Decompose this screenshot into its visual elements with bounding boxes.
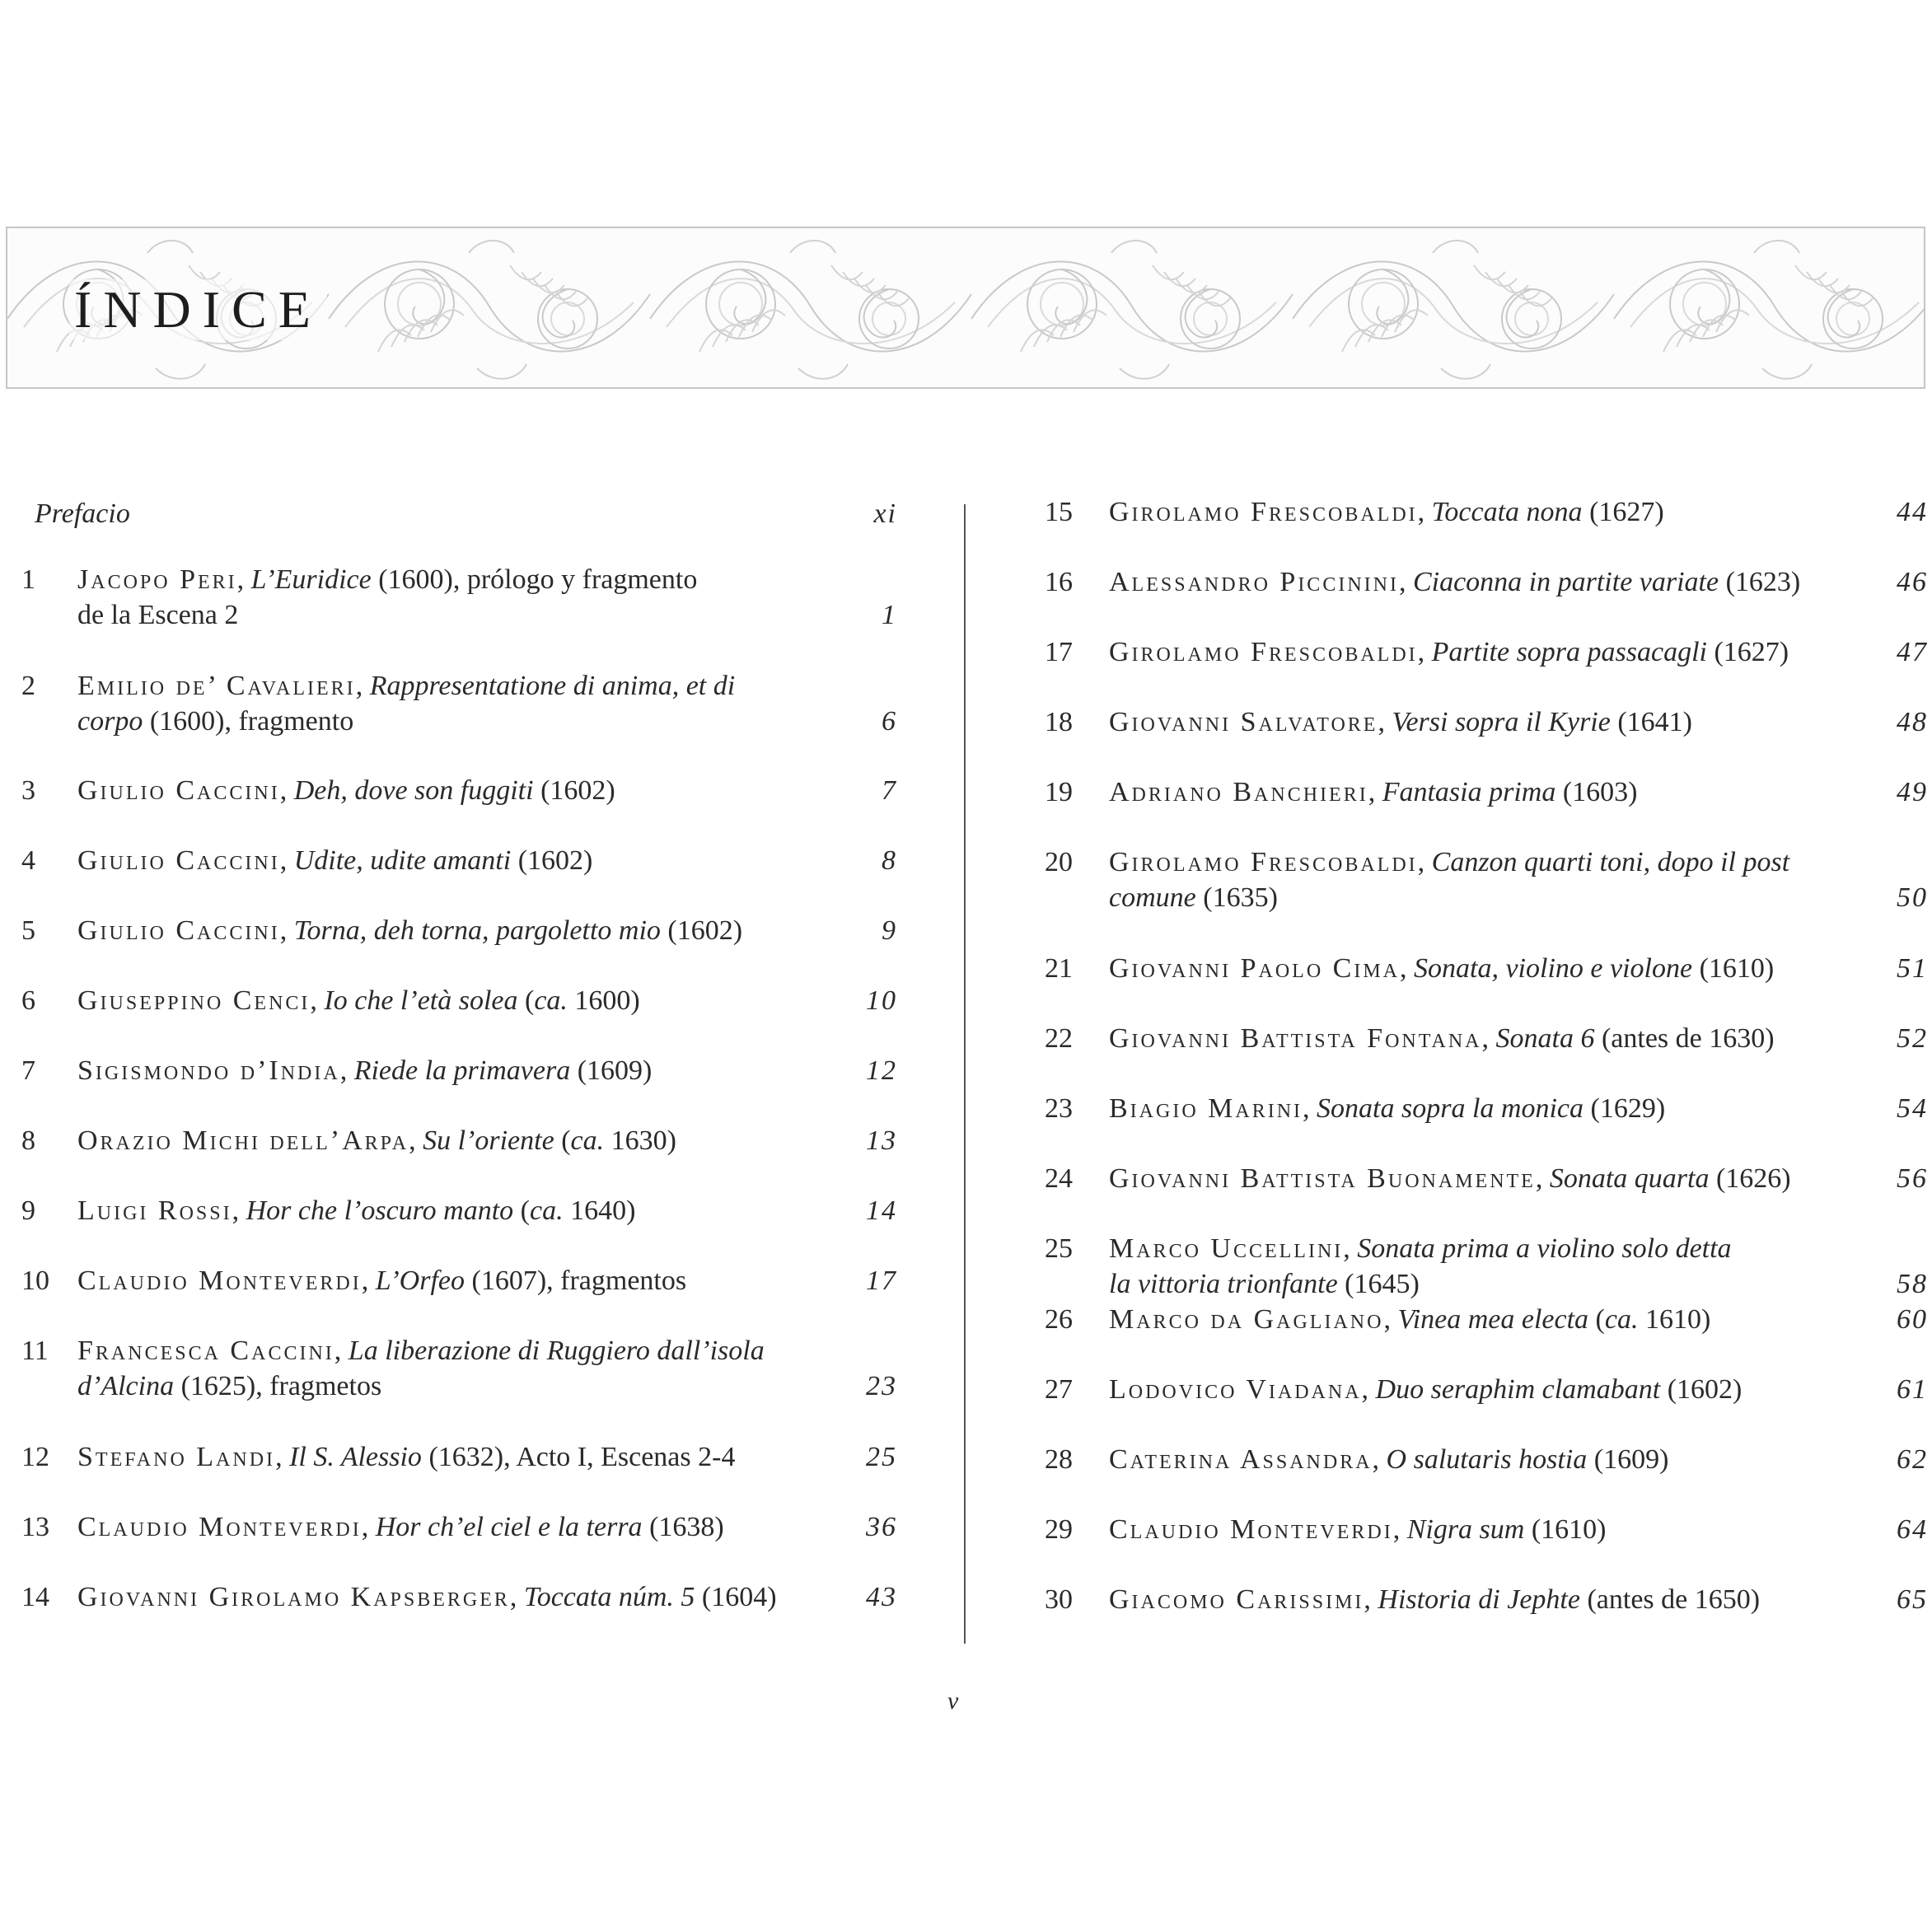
work-detail: (1609) xyxy=(570,1055,653,1086)
toc-entry[interactable] xyxy=(1045,1442,1928,1477)
entry-page: 9 xyxy=(882,915,897,946)
work-detail: (1638) xyxy=(642,1512,724,1542)
entry-number: 26 xyxy=(1045,1304,1073,1335)
entry-title-line: Giovanni Paolo Cima, Sonata, violino e violone (1610) xyxy=(1109,953,1775,984)
work-title: Toccata nona xyxy=(1431,497,1583,527)
work-title: Hor che l’oscuro manto xyxy=(246,1195,514,1226)
entry-number: 14 xyxy=(21,1582,49,1612)
work-title: Su l’oriente xyxy=(423,1125,554,1156)
composer-name: Claudio Monteverdi xyxy=(1109,1514,1393,1545)
entry-number: 2 xyxy=(21,671,35,701)
entry-number: 27 xyxy=(1045,1374,1073,1405)
toc-entry[interactable] xyxy=(21,1509,897,1545)
work-title: La liberazione di Ruggiero dall’isola xyxy=(348,1336,765,1366)
toc-entry[interactable] xyxy=(1045,1582,1928,1617)
entry-title-line xyxy=(1109,1266,1870,1302)
work-detail: (1635) xyxy=(1195,882,1278,913)
entry-page: 13 xyxy=(866,1125,897,1156)
entry-number: 16 xyxy=(1045,567,1073,597)
composer-name: Lodovico Viadana xyxy=(1109,1374,1362,1405)
work-title: Versi sopra il Kyrie xyxy=(1392,707,1611,737)
entry-title-line: Jacopo Peri, L’Euridice (1600), prólogo y fragmento xyxy=(77,564,698,595)
page-number: v xyxy=(947,1687,959,1714)
entry-page: 50 xyxy=(1897,882,1928,913)
toc-entry[interactable] xyxy=(1045,951,1928,986)
entry-number: 20 xyxy=(1045,847,1073,877)
entry-title-line: Biagio Marini, Sonata sopra la monica (1629) xyxy=(1109,1093,1666,1124)
entry-page: 43 xyxy=(866,1582,897,1612)
entry-number: 15 xyxy=(1045,497,1073,527)
entry-page: 23 xyxy=(866,1371,897,1401)
entry-page: 17 xyxy=(866,1265,897,1296)
entry-page: 54 xyxy=(1897,1093,1928,1124)
work-title: Canzon quarti toni, dopo il post xyxy=(1431,847,1790,877)
toc-entry[interactable] xyxy=(1045,1231,1928,1302)
entry-number: 11 xyxy=(21,1336,49,1366)
work-title: L’Euridice xyxy=(250,564,372,595)
entry-page: 14 xyxy=(866,1195,897,1226)
toc-entry[interactable] xyxy=(1045,1372,1928,1407)
entry-title-line: Sigismondo d’India, Riede la primavera (1609) xyxy=(77,1055,653,1086)
composer-name: Giulio Caccini xyxy=(77,845,280,876)
work-title: Io che l’età solea xyxy=(324,985,518,1016)
entry-title-line: Alessandro Piccinini, Ciaconna in partite variate (1623) xyxy=(1109,567,1801,597)
toc-entry[interactable] xyxy=(21,843,897,878)
work-title: Sonata, violino e violone xyxy=(1414,953,1693,984)
work-title: Ciaconna in partite variate xyxy=(1412,567,1719,597)
work-title: Hor ch’el ciel e la terra xyxy=(375,1512,643,1542)
work-detail: (1604) xyxy=(695,1582,777,1612)
toc-entry[interactable] xyxy=(21,1579,897,1615)
work-detail: (1603) xyxy=(1555,777,1638,807)
entry-number: 3 xyxy=(21,775,35,806)
work-detail: 1610) xyxy=(1638,1304,1711,1335)
work-detail: (1632), Acto I, Escenas 2-4 xyxy=(421,1442,736,1472)
composer-name: Giovanni Girolamo Kapsberger xyxy=(77,1582,510,1612)
entry-page: 7 xyxy=(882,775,897,806)
entry-page: 8 xyxy=(882,845,897,876)
work-title: Torna, deh torna, pargoletto mio xyxy=(293,915,661,946)
work-title: Historia di Jephte xyxy=(1378,1584,1580,1615)
work-title: Il S. Alessio xyxy=(289,1442,422,1472)
entry-number: 28 xyxy=(1045,1444,1073,1475)
entry-title-line: Adriano Banchieri, Fantasia prima (1603) xyxy=(1109,777,1638,807)
entry-page: 44 xyxy=(1897,497,1928,527)
entry-title-line xyxy=(77,704,840,739)
entry-title-line: Lodovico Viadana, Duo seraphim clamabant (1602) xyxy=(1109,1374,1743,1405)
entry-title-line xyxy=(1109,880,1870,915)
toc-entry[interactable] xyxy=(21,1053,897,1088)
entry-title-line xyxy=(77,597,840,633)
composer-name: Marco Uccellini xyxy=(1109,1233,1344,1264)
entry-title-line: Girolamo Frescobaldi, Toccata nona (1627) xyxy=(1109,497,1664,527)
toc-entry[interactable] xyxy=(1045,774,1928,810)
column-divider xyxy=(964,504,966,1644)
entry-page: 56 xyxy=(1897,1163,1928,1194)
toc-entry[interactable] xyxy=(21,1439,897,1475)
work-detail: 1630) xyxy=(604,1125,676,1156)
work-detail: (1627) xyxy=(1582,497,1664,527)
composer-name: Claudio Monteverdi xyxy=(77,1265,362,1296)
entry-title-line: Giulio Caccini, Deh, dove son fuggiti (1602) xyxy=(77,775,615,806)
composer-name: Giovanni Battista Fontana xyxy=(1109,1023,1482,1054)
toc-entry[interactable] xyxy=(1045,1512,1928,1547)
entry-title-line: Giacomo Carissimi, Historia di Jephte (antes de 1650) xyxy=(1109,1584,1761,1615)
entry-page: 47 xyxy=(1897,637,1928,667)
entry-number: 24 xyxy=(1045,1163,1073,1194)
entry-page: 62 xyxy=(1897,1444,1928,1475)
work-detail: (1609) xyxy=(1587,1444,1669,1475)
entry-title-line xyxy=(77,1368,840,1404)
work-title: ca. xyxy=(534,985,568,1016)
entry-page: 52 xyxy=(1897,1023,1928,1054)
composer-name: Orazio Michi dell’Arpa xyxy=(77,1125,409,1156)
entry-number: 18 xyxy=(1045,707,1073,737)
entry-page: 61 xyxy=(1897,1374,1928,1405)
entry-title-line: Giovanni Salvatore, Versi sopra il Kyrie (1641) xyxy=(1109,707,1693,737)
work-title: Sonata 6 xyxy=(1495,1023,1595,1054)
work-title: Toccata núm. 5 xyxy=(523,1582,695,1612)
entry-title-line: Giulio Caccini, Udite, udite amanti (1602) xyxy=(77,845,593,876)
work-title: Sonata sopra la monica xyxy=(1317,1093,1583,1124)
toc-entry[interactable] xyxy=(1045,634,1928,670)
composer-name: Giacomo Carissimi xyxy=(1109,1584,1364,1615)
composer-name: Francesca Caccini xyxy=(77,1336,334,1366)
composer-name: Giovanni Paolo Cima xyxy=(1109,953,1401,984)
work-detail: 1640) xyxy=(563,1195,636,1226)
work-detail: ( xyxy=(554,1125,571,1156)
work-title: Udite, udite amanti xyxy=(293,845,512,876)
work-detail: (1602) xyxy=(660,915,743,946)
composer-name: Girolamo Frescobaldi xyxy=(1109,847,1418,877)
entry-number: 7 xyxy=(21,1055,35,1086)
work-title: Sonata prima a violino solo detta xyxy=(1357,1233,1732,1264)
work-title: Nigra sum xyxy=(1406,1514,1525,1545)
entry-page: 60 xyxy=(1897,1304,1928,1335)
entry-number: 21 xyxy=(1045,953,1073,984)
composer-name: Giulio Caccini xyxy=(77,775,280,806)
entry-number: 23 xyxy=(1045,1093,1073,1124)
work-title: Duo seraphim clamabant xyxy=(1375,1374,1661,1405)
entry-number: 25 xyxy=(1045,1233,1073,1264)
work-detail: (1600), fragmento xyxy=(143,706,354,737)
work-title: corpo xyxy=(77,706,143,737)
composer-name: Emilio de’ Cavalieri xyxy=(77,671,356,701)
work-detail: (1602) xyxy=(1660,1374,1743,1405)
toc-entry[interactable] xyxy=(1045,1161,1928,1196)
work-detail: ( xyxy=(517,985,535,1016)
entry-title-line: Francesca Caccini, La liberazione di Ruggiero dall’isola xyxy=(77,1336,765,1366)
composer-name: Alessandro Piccinini xyxy=(1109,567,1399,597)
work-detail: (1645) xyxy=(1337,1269,1420,1299)
work-detail: 1600) xyxy=(567,985,640,1016)
work-detail: (1627) xyxy=(1706,637,1789,667)
entry-number: 9 xyxy=(21,1195,35,1226)
work-title: d’Alcina xyxy=(77,1371,175,1401)
work-title: L’Orfeo xyxy=(375,1265,465,1296)
entry-title-line: Luigi Rossi, Hor che l’oscuro manto (ca. 1640) xyxy=(77,1195,636,1226)
work-detail: (1623) xyxy=(1719,567,1801,597)
work-title: Vinea mea electa xyxy=(1397,1304,1589,1335)
work-title: Fantasia prima xyxy=(1382,777,1556,807)
entry-page: 1 xyxy=(882,600,897,630)
entry-page: 49 xyxy=(1897,777,1928,807)
entry-page: 10 xyxy=(866,985,897,1016)
entry-number: 17 xyxy=(1045,637,1073,667)
entry-title-line: Giulio Caccini, Torna, deh torna, pargoletto mio (1602) xyxy=(77,915,743,946)
toc-entry[interactable] xyxy=(1045,1302,1928,1337)
work-detail: (1626) xyxy=(1709,1163,1791,1194)
entry-number: 4 xyxy=(21,845,35,876)
work-title: Deh, dove son fuggiti xyxy=(293,775,534,806)
work-detail: (1600), prólogo y fragmento xyxy=(371,564,698,595)
work-detail: (antes de 1630) xyxy=(1594,1023,1775,1054)
entry-page: 36 xyxy=(866,1512,897,1542)
work-title: comune xyxy=(1109,882,1196,913)
work-detail: (1610) xyxy=(1524,1514,1607,1545)
entry-title-line: Marco da Gagliano, Vinea mea electa (ca. 1610) xyxy=(1109,1304,1711,1335)
composer-name: Claudio Monteverdi xyxy=(77,1512,362,1542)
entry-number: 8 xyxy=(21,1125,35,1156)
entry-number: 22 xyxy=(1045,1023,1073,1054)
page-title: ÍNDICE xyxy=(69,279,327,340)
composer-name: Stefano Landi xyxy=(77,1442,276,1472)
entry-page: 25 xyxy=(866,1442,897,1472)
work-title: Rappresentatione di anima, et di xyxy=(369,671,736,701)
work-title: ca. xyxy=(1604,1304,1639,1335)
toc-entry[interactable] xyxy=(1045,494,1928,530)
work-detail: (1625), fragmetos xyxy=(174,1371,382,1401)
work-title: la vittoria trionfante xyxy=(1109,1269,1338,1299)
work-detail: (1641) xyxy=(1610,707,1693,737)
entry-title-line: Claudio Monteverdi, Nigra sum (1610) xyxy=(1109,1514,1607,1545)
entry-title-line: Giuseppino Cenci, Io che l’età solea (ca. 1600) xyxy=(77,985,640,1016)
entry-number: 5 xyxy=(21,915,35,946)
entry-number: 29 xyxy=(1045,1514,1073,1545)
toc-entry[interactable] xyxy=(1045,1091,1928,1126)
work-detail: de la Escena 2 xyxy=(77,600,239,630)
entry-page: 46 xyxy=(1897,567,1928,597)
work-detail: (1607), fragmentos xyxy=(465,1265,687,1296)
header-banner xyxy=(6,227,1925,389)
preface-label: Prefacio xyxy=(35,498,130,529)
work-detail: ( xyxy=(513,1195,530,1226)
toc-entry[interactable] xyxy=(21,913,897,948)
composer-name: Caterina Assandra xyxy=(1109,1444,1373,1475)
entry-title-line: Giovanni Battista Fontana, Sonata 6 (antes de 1630) xyxy=(1109,1023,1775,1054)
toc-entry[interactable] xyxy=(21,773,897,808)
composer-name: Sigismondo d’India xyxy=(77,1055,340,1086)
entry-page: 58 xyxy=(1897,1269,1928,1299)
entry-page: 6 xyxy=(882,706,897,737)
entry-page: 65 xyxy=(1897,1584,1928,1615)
preface-entry[interactable] xyxy=(35,496,897,533)
work-detail: (antes de 1650) xyxy=(1579,1584,1761,1615)
composer-name: Adriano Banchieri xyxy=(1109,777,1368,807)
composer-name: Biagio Marini xyxy=(1109,1093,1303,1124)
toc-entry[interactable] xyxy=(21,1333,897,1404)
work-detail: ( xyxy=(1588,1304,1605,1335)
entry-title-line: Girolamo Frescobaldi, Canzon quarti toni, dopo il post xyxy=(1109,847,1790,877)
entry-page: 51 xyxy=(1897,953,1928,984)
toc-entry[interactable] xyxy=(21,1193,897,1228)
composer-name: Jacopo Peri xyxy=(77,564,237,595)
work-title: Partite sopra passacagli xyxy=(1431,637,1707,667)
work-detail: (1610) xyxy=(1692,953,1775,984)
entry-title-line: Caterina Assandra, O salutaris hostia (1609) xyxy=(1109,1444,1669,1475)
entry-number: 6 xyxy=(21,985,35,1016)
composer-name: Giulio Caccini xyxy=(77,915,280,946)
toc-entry[interactable] xyxy=(21,668,897,739)
toc-entry[interactable] xyxy=(1045,1021,1928,1056)
entry-number: 12 xyxy=(21,1442,49,1472)
entry-title-line: Claudio Monteverdi, L’Orfeo (1607), fragmentos xyxy=(77,1265,687,1296)
toc-entry[interactable] xyxy=(21,562,897,633)
work-title: Sonata quarta xyxy=(1549,1163,1710,1194)
entry-title-line: Stefano Landi, Il S. Alessio (1632), Acto I, Escenas 2-4 xyxy=(77,1442,736,1472)
toc-entry[interactable] xyxy=(1045,564,1928,600)
entry-number: 13 xyxy=(21,1512,49,1542)
entry-number: 19 xyxy=(1045,777,1073,807)
composer-name: Giovanni Salvatore xyxy=(1109,707,1378,737)
composer-name: Giovanni Battista Buonamente xyxy=(1109,1163,1536,1194)
entry-title-line: Girolamo Frescobaldi, Partite sopra passacagli (1627) xyxy=(1109,637,1789,667)
toc-entry[interactable] xyxy=(1045,844,1928,915)
entry-page: 64 xyxy=(1897,1514,1928,1545)
entry-title-line: Giovanni Battista Buonamente, Sonata quarta (1626) xyxy=(1109,1163,1791,1194)
composer-name: Girolamo Frescobaldi xyxy=(1109,497,1418,527)
entry-title-line: Marco Uccellini, Sonata prima a violino solo detta xyxy=(1109,1233,1732,1264)
entry-title-line: Emilio de’ Cavalieri, Rappresentatione di anima, et di xyxy=(77,671,736,701)
work-detail: (1629) xyxy=(1583,1093,1666,1124)
toc-entry[interactable] xyxy=(21,1123,897,1158)
entry-number: 1 xyxy=(21,564,35,595)
work-detail: (1602) xyxy=(511,845,593,876)
entry-page: 12 xyxy=(866,1055,897,1086)
composer-name: Luigi Rossi xyxy=(77,1195,232,1226)
work-title: Riede la primavera xyxy=(353,1055,571,1086)
toc-entry[interactable] xyxy=(1045,704,1928,740)
composer-name: Giuseppino Cenci xyxy=(77,985,311,1016)
entry-number: 30 xyxy=(1045,1584,1073,1615)
entry-number: 10 xyxy=(21,1265,49,1296)
work-title: ca. xyxy=(529,1195,564,1226)
work-title: O salutaris hostia xyxy=(1386,1444,1588,1475)
entry-title-line: Giovanni Girolamo Kapsberger, Toccata núm. 5 (1604) xyxy=(77,1582,777,1612)
toc-entry[interactable] xyxy=(21,983,897,1018)
toc-entry[interactable] xyxy=(21,1263,897,1298)
entry-title-line: Claudio Monteverdi, Hor ch’el ciel e la terra (1638) xyxy=(77,1512,724,1542)
preface-page: xi xyxy=(873,498,897,529)
work-detail: (1602) xyxy=(533,775,615,806)
composer-name: Girolamo Frescobaldi xyxy=(1109,637,1418,667)
composer-name: Marco da Gagliano xyxy=(1109,1304,1384,1335)
entry-title-line: Orazio Michi dell’Arpa, Su l’oriente (ca. 1630) xyxy=(77,1125,676,1156)
work-title: ca. xyxy=(570,1125,605,1156)
entry-page: 48 xyxy=(1897,707,1928,737)
